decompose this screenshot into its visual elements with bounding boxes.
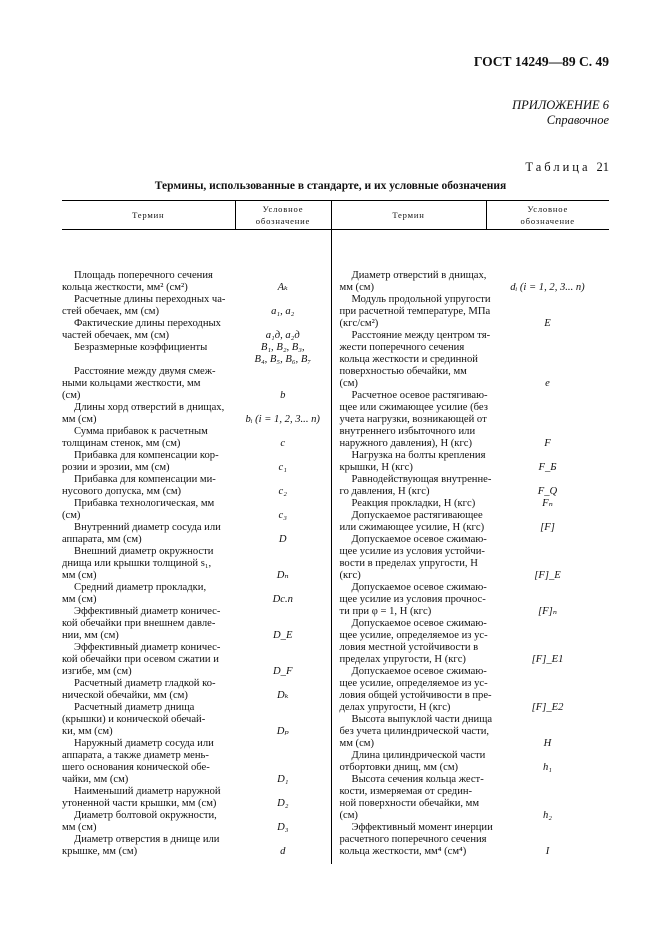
right-term-0 [340,270,487,294]
left-term-20 [62,834,235,858]
term-line: кой обечайки при осевом сжатии и [62,654,219,665]
right-symbol-11 [486,702,609,714]
symbol-text: D_E [273,630,293,641]
header-symbol-left-line1: Условное [262,204,304,214]
left-term-11 [62,546,235,582]
term-line: внутреннего избыточного или [339,426,476,437]
term-line: отбортовки днищ, мм (см) [339,762,459,773]
left-term-5 [62,402,235,426]
symbol-text: H [543,738,552,749]
right-symbol-6 [486,498,609,510]
symbol-text: c₂ [278,486,287,497]
symbol-text: b [280,390,286,401]
right-term-7 [340,510,487,534]
left-symbol-0 [235,282,331,294]
left-symbol-3 [235,342,331,366]
symbol-text: Dс.п [272,594,293,605]
term-line: расчетного поперечного сечения [339,834,487,845]
left-term-4 [62,366,235,402]
term-line: Модуль продольной упругости [351,294,491,305]
term-line: крышке, мм (см) [62,846,138,857]
left-term-17 [62,738,235,786]
term-line: Расчетный диаметр гладкой ко- [74,678,216,689]
symbol-text: c [280,438,286,449]
term-line: Длины хорд отверстий в днищах, [74,402,225,413]
right-term-2 [339,330,491,390]
appendix-label [512,98,609,128]
left-symbols-column [235,230,331,865]
left-symbol-14 [235,666,331,678]
term-line: кольца жесткости, мм² (см²) [62,282,188,293]
right-symbol-15 [486,846,609,858]
term-line: Эффективный диаметр коничес- [74,606,221,617]
term-line: Нагрузка на болты крепления [351,450,486,461]
term-line: крышки, Н (кгс) [339,462,413,473]
left-symbol-19 [235,822,331,834]
left-term-12 [62,582,235,606]
left-term-0 [62,270,235,294]
right-term-6 [340,498,487,510]
symbol-text: [F]ₙ [537,606,557,617]
right-symbol-2 [486,378,609,390]
symbol-text: B₁, B₂, B₃, [260,342,305,353]
left-symbol-12 [235,594,331,606]
left-symbol-8 [235,486,331,498]
term-line: (см) [339,810,358,821]
table-word: Таблица [525,160,591,174]
left-symbol-2 [235,330,331,342]
right-symbol-5 [486,486,609,498]
right-terms-column [331,230,493,865]
term-line: кой обечайки при внешнем давле- [62,618,216,629]
symbol-text: Dₙ [276,570,289,581]
term-line: днища или крышки толщиной s₁, [62,558,212,569]
term-line: Реакция прокладки, Н (кгс) [351,498,476,509]
term-line: Расстояние между центром тя- [351,330,491,341]
term-line: наружного давления), Н (кгс) [339,438,473,449]
term-line: Длина цилиндрической части [351,750,486,761]
right-term-3 [340,390,487,450]
term-line: частей обечаек, мм (см) [62,330,170,341]
right-symbol-9 [486,606,609,618]
terms-table [62,200,609,864]
left-term-13 [62,606,235,642]
term-line: Сумма прибавок к расчетным [74,426,208,437]
term-line: щее усилие, определяемое из ус- [339,630,488,641]
symbol-text: D₁ [277,774,289,785]
left-symbol-16 [235,726,331,738]
right-term-5 [339,474,492,498]
term-line: мм (см) [62,822,97,833]
term-line: щее или сжимающее усилие (без [339,402,488,413]
term-line: Диаметр отверстия в днище или [74,834,220,845]
left-symbol-13 [235,630,331,642]
left-symbol-6 [235,438,331,450]
symbol-text: h₁ [543,762,552,773]
term-line: (крышки) и конической обечай- [62,714,206,725]
right-symbol-0 [486,282,609,294]
symbol-text: D [278,534,287,545]
symbol-text: c₃ [278,510,287,521]
left-symbol-1 [235,306,331,318]
symbol-text: Dₚ [276,726,289,737]
term-line: Фактические длины переходных [74,318,221,329]
term-line: Диаметр отверстий в днищах, [351,270,487,281]
right-term-13 [340,750,487,774]
left-symbol-7 [235,462,331,474]
term-line: Расстояние между двумя смеж- [74,366,216,377]
left-term-16 [62,702,235,738]
term-line: Площадь поперечного сечения [74,270,213,281]
symbol-text: h₂ [543,810,552,821]
term-line: шего основания конической обе- [62,762,210,773]
term-line: Расчетные длины переходных ча- [74,294,226,305]
left-symbol-18 [235,798,331,810]
right-term-10 [340,618,487,666]
term-line: щее усилие из условия прочнос- [339,594,486,605]
right-term-14 [340,774,487,822]
table-number [525,160,609,175]
term-line: Эффективный диаметр коничес- [74,642,221,653]
symbol-text: F_Б [538,462,557,473]
term-line: чайки, мм (см) [62,774,129,785]
right-term-1 [339,294,491,330]
term-line: Высота выпуклой части днища [351,714,493,725]
symbol-text: F_Q [537,486,558,497]
term-line: го давления, Н (кгс) [339,486,430,497]
term-line: кольца жесткости и срединной [339,354,478,365]
header-symbol-left-line2: обозначение [255,216,311,226]
symbol-text: Fₙ [542,498,553,509]
symbol-text: a₁д, a₂д [265,330,300,341]
symbol-text: Aₖ [277,282,288,293]
term-line: Расчетный диаметр днища [74,702,195,713]
term-line: делах упругости, Н (кгс) [339,702,451,713]
symbol-text: [F]_E1 [531,654,564,665]
symbol-text: Dₖ [276,690,289,701]
term-line: нии, мм (см) [62,630,119,641]
symbol-text: F [544,438,551,449]
right-term-11 [339,666,492,714]
term-line: аппарата, мм (см) [62,534,142,545]
header-term-right: Термин [331,201,486,230]
symbol-text: I [545,846,550,857]
appendix-reference: Справочное [546,113,609,127]
term-line: щее усилие, определяемое из ус- [339,678,488,689]
header-symbol-right [486,201,609,230]
symbol-text: [F] [540,522,555,533]
term-line: мм (см) [339,738,375,749]
left-symbol-5 [235,414,331,426]
term-line: ными кольцами жесткости, мм [62,378,201,389]
term-line: учета нагрузки, возникающей от [339,414,487,425]
left-term-19 [62,810,235,834]
symbol-text: dᵢ (i = 1, 2, 3... n) [510,282,585,293]
term-line: Прибавка для компенсации ми- [74,474,216,485]
left-term-7 [62,450,235,474]
term-line: кольца жесткости, мм⁴ (см⁴) [339,846,467,857]
right-symbol-12 [486,738,609,750]
right-symbol-8 [486,570,609,582]
left-term-2 [62,318,235,342]
term-line: вости в пределах упругости, Н [339,558,478,569]
term-line: нусового допуска, мм (см) [62,486,182,497]
symbol-text-line2: B₄, B₅, B₆, B₇ [254,354,311,365]
term-line: Допускаемое осевое сжимаю- [351,618,487,629]
term-line: или сжимающее усилие, Н (кгс) [339,522,485,533]
term-line: без учета цилиндрической части, [339,726,490,737]
symbol-text: [F]_E [534,570,561,581]
right-symbol-10 [486,654,609,666]
left-symbol-4 [235,390,331,402]
left-term-1 [62,294,235,318]
term-line: ловия общей устойчивости в пре- [339,690,492,701]
term-line: щее усилие из условия устойчи- [339,546,485,557]
left-symbol-17 [235,774,331,786]
term-line: ки, мм (см) [62,726,113,737]
left-term-10 [62,522,235,546]
term-line: (см) [339,378,358,389]
term-line: мм (см) [62,414,97,425]
table-title: Термины, использованные в стандарте, и их условные обозначения [154,180,507,192]
term-line: Наименьший диаметр наружной [74,786,221,797]
symbol-text: c₁ [278,462,287,473]
left-symbol-9 [235,510,331,522]
term-line: Допускаемое осевое сжимаю- [351,666,487,677]
left-term-6 [62,426,235,450]
header-symbol-right-line2: обозначение [520,216,575,226]
left-term-9 [62,498,235,522]
term-line: Равнодействующая внутренне- [351,474,492,485]
right-symbol-1 [486,318,609,330]
header-term-left: Термин [62,201,235,230]
left-term-18 [62,786,235,810]
symbol-text: d [280,846,286,857]
left-terms-column [62,230,235,865]
table-number-value: 21 [596,160,609,174]
term-line: ловия местной устойчивости в [339,642,479,653]
left-term-15 [62,678,235,702]
right-symbol-13 [486,762,609,774]
term-line: аппарата, а также диаметр мень- [62,750,209,761]
right-symbols-column [486,230,609,865]
right-term-9 [340,582,487,618]
symbol-text: e [545,378,550,389]
term-line: жести поперечного сечения [339,342,465,353]
right-symbol-3 [486,438,609,450]
term-line: Средний диаметр прокладки, [74,582,207,593]
term-line: Внешний диаметр окружности [74,546,214,557]
right-symbol-7 [486,522,609,534]
term-line: изгибе, мм (см) [62,666,132,677]
symbol-text: bᵢ (i = 1, 2, 3... n) [245,414,320,425]
symbol-text: D₂ [277,798,289,809]
symbol-text: a₁, a₂ [271,306,295,317]
term-line: (см) [62,390,81,401]
term-line: Прибавка для компенсации кор- [74,450,219,461]
term-line: Расчетное осевое растягиваю- [351,390,488,401]
term-line: Внутренний диаметр сосуда или [74,522,221,533]
term-line: ной поверхности обечайки, мм [339,798,480,809]
appendix-number: ПРИЛОЖЕНИЕ 6 [512,98,609,112]
term-line: Прибавка технологическая, мм [74,498,215,509]
term-line: пределах упругости, Н (кгс) [339,654,466,665]
left-symbol-20 [235,846,331,858]
symbol-text: D₃ [277,822,289,833]
right-symbol-4 [486,462,609,474]
left-term-14 [62,642,235,678]
term-line: утоненной части крышки, мм (см) [62,798,217,809]
right-term-15 [339,822,493,858]
right-term-12 [339,714,493,750]
header-symbol-left [235,201,331,230]
left-symbol-11 [235,570,331,582]
term-line: стей обечаек, мм (см) [62,306,160,317]
term-line: нической обечайки, мм (см) [62,690,188,701]
term-line: Допускаемое растягивающее [351,510,483,521]
symbol-text: E [544,318,551,329]
left-term-8 [62,474,235,498]
term-line: Допускаемое осевое сжимаю- [351,534,487,545]
left-symbol-10 [235,534,331,546]
left-symbol-15 [235,690,331,702]
term-line: толщинам стенок, мм (см) [62,438,181,449]
symbol-text: [F]_E2 [531,702,564,713]
term-line: мм (см) [62,594,97,605]
term-line: (кгс/см²) [339,318,379,329]
term-line: Диаметр болтовой окружности, [74,810,217,821]
header-symbol-right-line1: Условное [527,204,569,214]
document-code: ГОСТ 14249—89 С. 49 [473,54,609,69]
term-line: Эффективный момент инерции [351,822,493,833]
term-line: поверхностью обечайки, мм [339,366,467,377]
term-line: Высота сечения кольца жест- [351,774,484,785]
term-line: Допускаемое осевое сжимаю- [351,582,487,593]
term-line: (см) [62,510,81,521]
term-line: Наружный диаметр сосуда или [74,738,214,749]
term-line: при расчетной температуре, МПа [339,306,491,317]
term-line: розии и эрозии, мм (см) [62,462,170,473]
left-term-3 [62,342,235,354]
right-term-4 [340,450,487,474]
right-symbol-14 [486,810,609,822]
term-line: мм (см) [62,570,97,581]
term-line: мм (см) [339,282,375,293]
term-line: Безразмерные коэффициенты [74,342,208,353]
right-term-8 [340,534,487,582]
term-line: кости, измеряемая от средин- [339,786,473,797]
symbol-text: D_F [273,666,293,677]
term-line: ти при φ = 1, Н (кгс) [339,606,432,617]
term-line: (кгс) [339,570,361,581]
